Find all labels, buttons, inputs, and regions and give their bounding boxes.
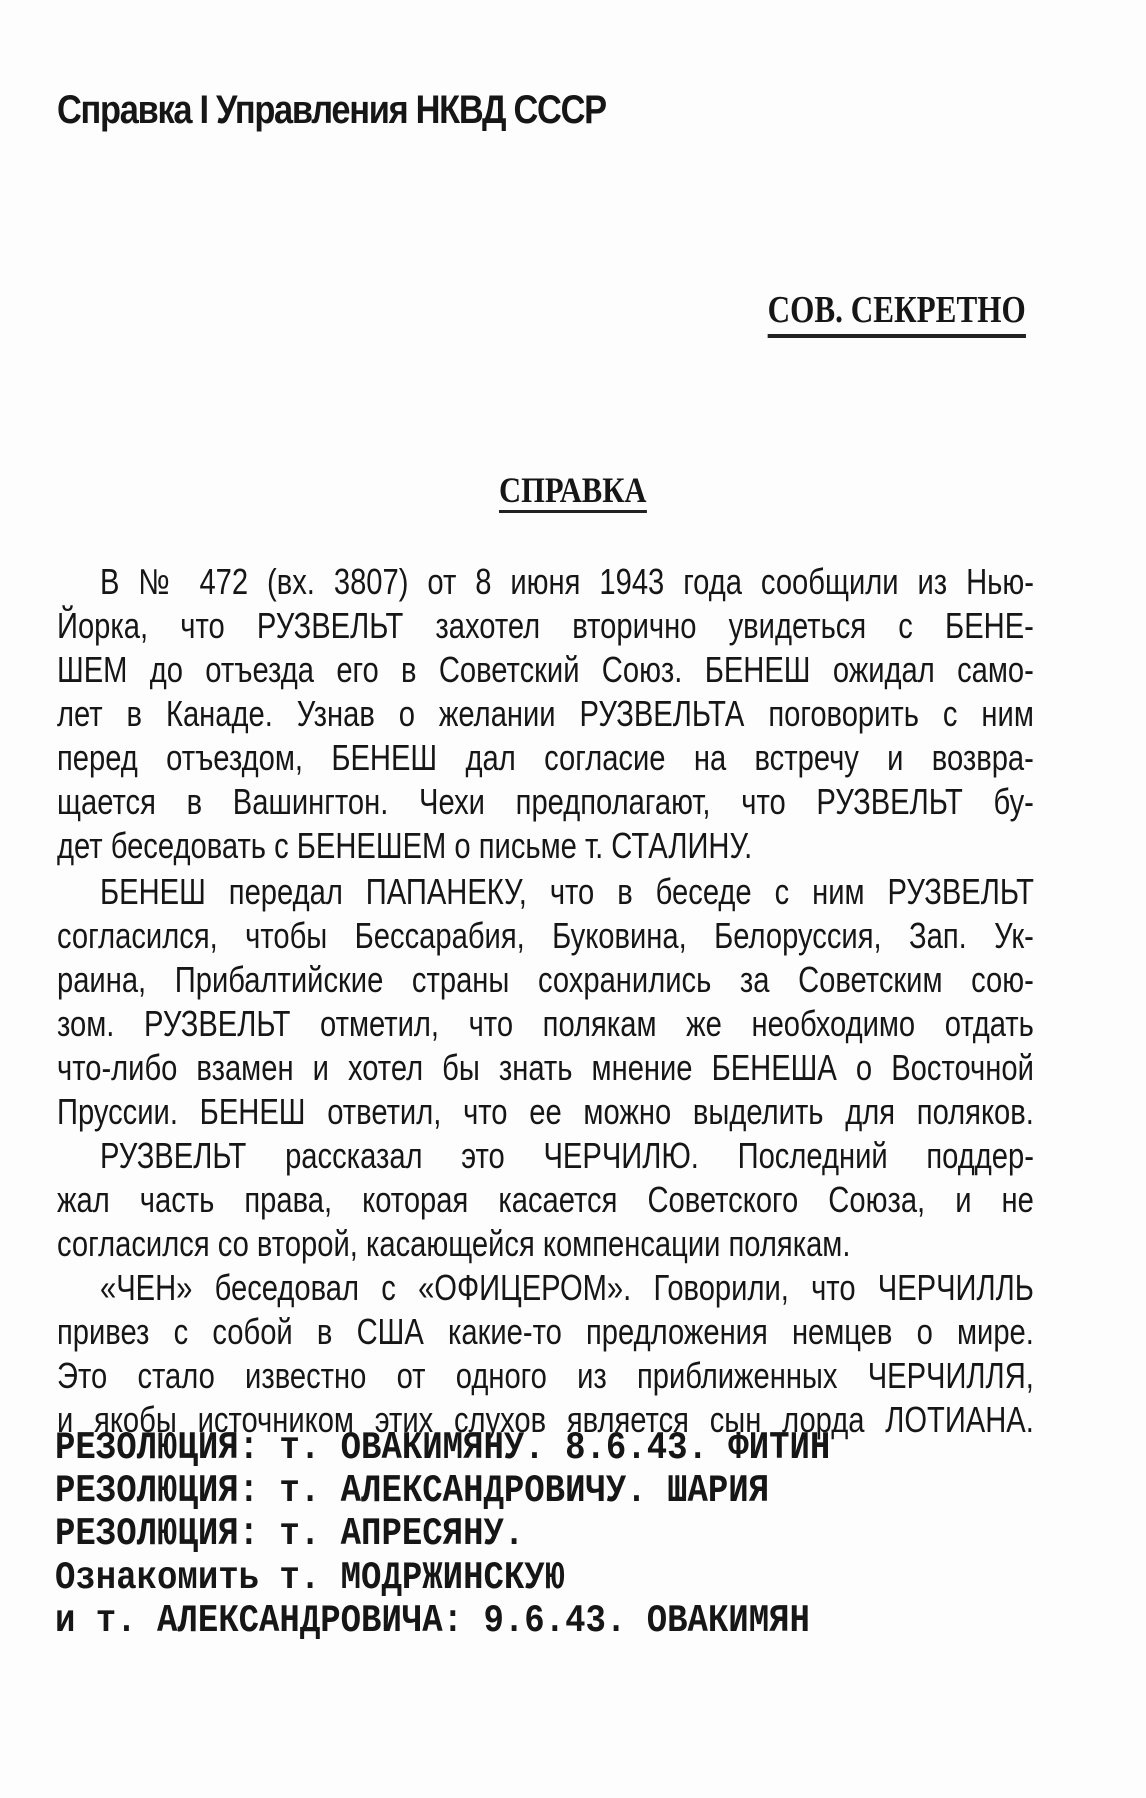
resolution-line: и т. АЛЕКСАНДРОВИЧА: 9.6.43. ОВАКИМЯН	[55, 1600, 810, 1644]
text-line: лет в Канаде. Узнав о желании РУЗВЕЛЬТА поговорить с ним	[57, 693, 1034, 734]
text-line: Это стало известно от одного из приближенных ЧЕРЧИЛЛЯ,	[57, 1355, 1034, 1396]
document-heading: СПРАВКА	[499, 470, 646, 513]
page-title: Справка I Управления НКВД СССР	[57, 88, 606, 132]
text-line: перед отъездом, БЕНЕШ дал согласие на встречу и возвра-	[57, 737, 1034, 778]
text-line: щается в Вашингтон. Чехи предполагают, что РУЗВЕЛЬТ бу-	[57, 781, 1034, 822]
text-line: «ЧЕН» беседовал с «ОФИЦЕРОМ». Говорили, что ЧЕРЧИЛЛЬ	[100, 1267, 1034, 1308]
text-line: жал часть права, которая касается Советского Союза, и не	[57, 1179, 1034, 1220]
resolution-line: РЕЗОЛЮЦИЯ: т. АЛЕКСАНДРОВИЧУ. ШАРИЯ	[55, 1470, 770, 1514]
document-heading-wrap	[0, 470, 1146, 513]
text-line: дет беседовать с БЕНЕШЕМ о письме т. СТАЛИНУ.	[57, 825, 753, 866]
text-line: БЕНЕШ передал ПАПАНЕКУ, что в беседе с ним РУЗВЕЛЬТ	[100, 871, 1034, 912]
classification-stamp: СОВ. СЕКРЕТНО	[768, 288, 1026, 338]
text-line: раина, Прибалтийские страны сохранились за Советским сою-	[57, 959, 1034, 1000]
resolution-line: Ознакомить т. МОДРЖИНСКУЮ	[55, 1557, 566, 1601]
text-line: согласился со второй, касающейся компенсации полякам.	[57, 1223, 851, 1264]
text-line: Пруссии. БЕНЕШ ответил, что ее можно выделить для поляков.	[57, 1091, 1034, 1132]
text-line: В № 472 (вх. 3807) от 8 июня 1943 года сообщили из Нью-	[100, 561, 1034, 602]
text-line: согласился, чтобы Бессарабия, Буковина, Белоруссия, Зап. Ук-	[57, 915, 1034, 956]
text-line: ШЕМ до отъезда его в Советский Союз. БЕНЕШ ожидал само-	[57, 649, 1034, 690]
resolution-line: РЕЗОЛЮЦИЯ: т. ОВАКИМЯНУ. 8.6.43. ФИТИН	[55, 1427, 831, 1471]
text-line: что-либо взамен и хотел бы знать мнение БЕНЕША о Восточной	[57, 1047, 1034, 1088]
resolution-line: РЕЗОЛЮЦИЯ: т. АПРЕСЯНУ.	[55, 1513, 525, 1557]
text-line: и якобы источником этих слухов является сын лорда ЛОТИАНА.	[57, 1399, 1034, 1440]
text-line: зом. РУЗВЕЛЬТ отметил, что полякам же необходимо отдать	[57, 1003, 1034, 1044]
text-line: РУЗВЕЛЬТ рассказал это ЧЕРЧИЛЮ. Последний поддер-	[100, 1135, 1034, 1176]
text-line: привез с собой в США какие-то предложения немцев о мире.	[57, 1311, 1034, 1352]
text-line: Йорка, что РУЗВЕЛЬТ захотел вторично увидеться с БЕНЕ-	[57, 605, 1034, 646]
